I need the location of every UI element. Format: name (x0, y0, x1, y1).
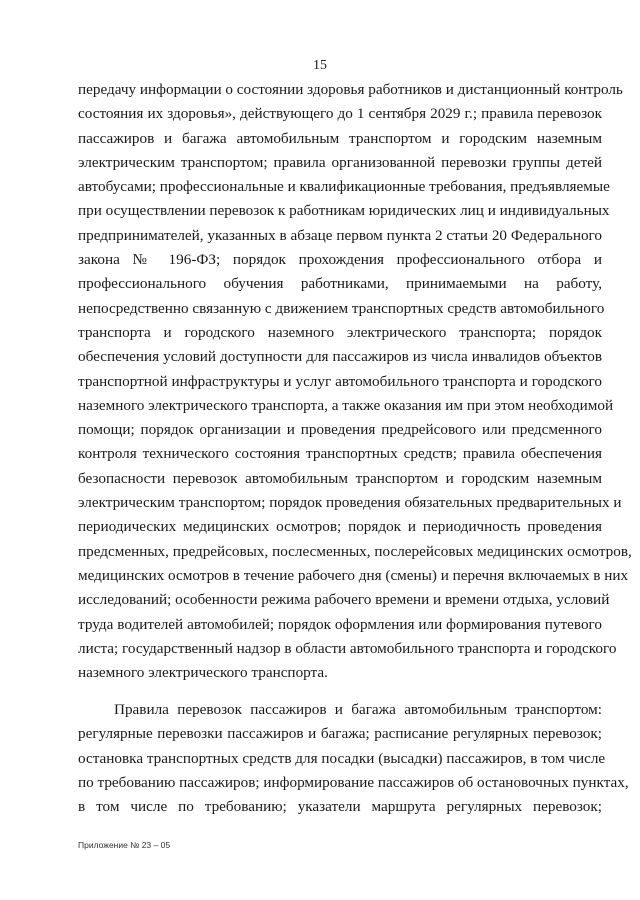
footer-note: Приложение № 23 – 05 (78, 840, 171, 850)
text-line: транспорта и городского наземного электрического транспорта; порядок (78, 323, 602, 341)
text-line: остановка транспортных средств для посадки (высадки) пассажиров, в том числе (78, 749, 606, 767)
text-line: листа; государственный надзор в области автомобильного транспорта и городского (78, 639, 617, 657)
text-line: безопасности перевозок автомобильным транспортом и городским наземным (78, 469, 602, 487)
text-line: контроля технического состояния транспортных средств; правила обеспечения (78, 445, 602, 463)
text-line: профессионального обучения работниками, принимаемыми на работу, (78, 275, 602, 293)
text-line: электрическим транспортом; правила организованной перевозки группы детей (78, 153, 602, 171)
text-line: закона № 196-ФЗ; порядок прохождения профессионального отбора и (78, 251, 602, 269)
text-line: состояния их здоровья», действующего до 1 сентября 2029 г.; правила перевозок (78, 105, 602, 123)
text-line: медицинских осмотров в течение рабочего дня (смены) и перечня включаемых в них (78, 566, 629, 584)
text-line: передачу информации о состоянии здоровья работников и дистанционный контроль (78, 81, 623, 98)
text-line: предсменных, предрейсовых, послесменных, послерейсовых медицинских осмотров, (78, 542, 632, 560)
text-line: труда водителей автомобилей; порядок оформления или формирования путевого (78, 615, 602, 633)
paragraph-2 (78, 698, 629, 819)
paragraph-1 (78, 78, 632, 685)
text-line: предпринимателей, указанных в абзаце первом пункта 2 статьи 20 Федерального (78, 226, 602, 244)
text-line: в том числе по требованию; указатели маршрута регулярных перевозок; (78, 798, 602, 816)
text-line: обеспечения условий доступности для пассажиров из числа инвалидов объектов (78, 348, 602, 366)
text-line: электрическим транспортом; порядок проведения обязательных предварительных и (78, 494, 622, 512)
text-line: периодических медицинских осмотров; порядок и периодичность проведения (78, 518, 602, 536)
text-line: по требованию пассажиров; информирование пассажиров об остановочных пунктах, (78, 773, 629, 791)
text-line: наземного электрического транспорта, а также оказания им при этом необходимой (78, 396, 614, 414)
text-line: транспортной инфраструктуры и услуг автомобильного транспорта и городского (78, 372, 602, 390)
text-line: автобусами; профессиональные и квалификационные требования, предъявляемые (78, 178, 610, 196)
text-line: помощи; порядок организации и проведения предрейсового или предсменного (78, 421, 602, 439)
text-line: исследований; особенности режима рабочего времени и времени отдыха, условий (78, 591, 610, 609)
text-line: непосредственно связанную с движением транспортных средств автомобильного (78, 299, 605, 317)
text-line: регулярные перевозки пассажиров и багажа; расписание регулярных перевозок; (78, 725, 602, 743)
text-line: при осуществлении перевозок к работникам юридических лиц и индивидуальных (78, 202, 610, 220)
text-line: пассажиров и багажа автомобильным транспортом и городским наземным (78, 129, 602, 147)
page-number: 15 (313, 58, 327, 73)
text-line: Правила перевозок пассажиров и багажа автомобильным транспортом: (114, 701, 602, 718)
text-line: наземного электрического транспорта. (78, 664, 328, 682)
